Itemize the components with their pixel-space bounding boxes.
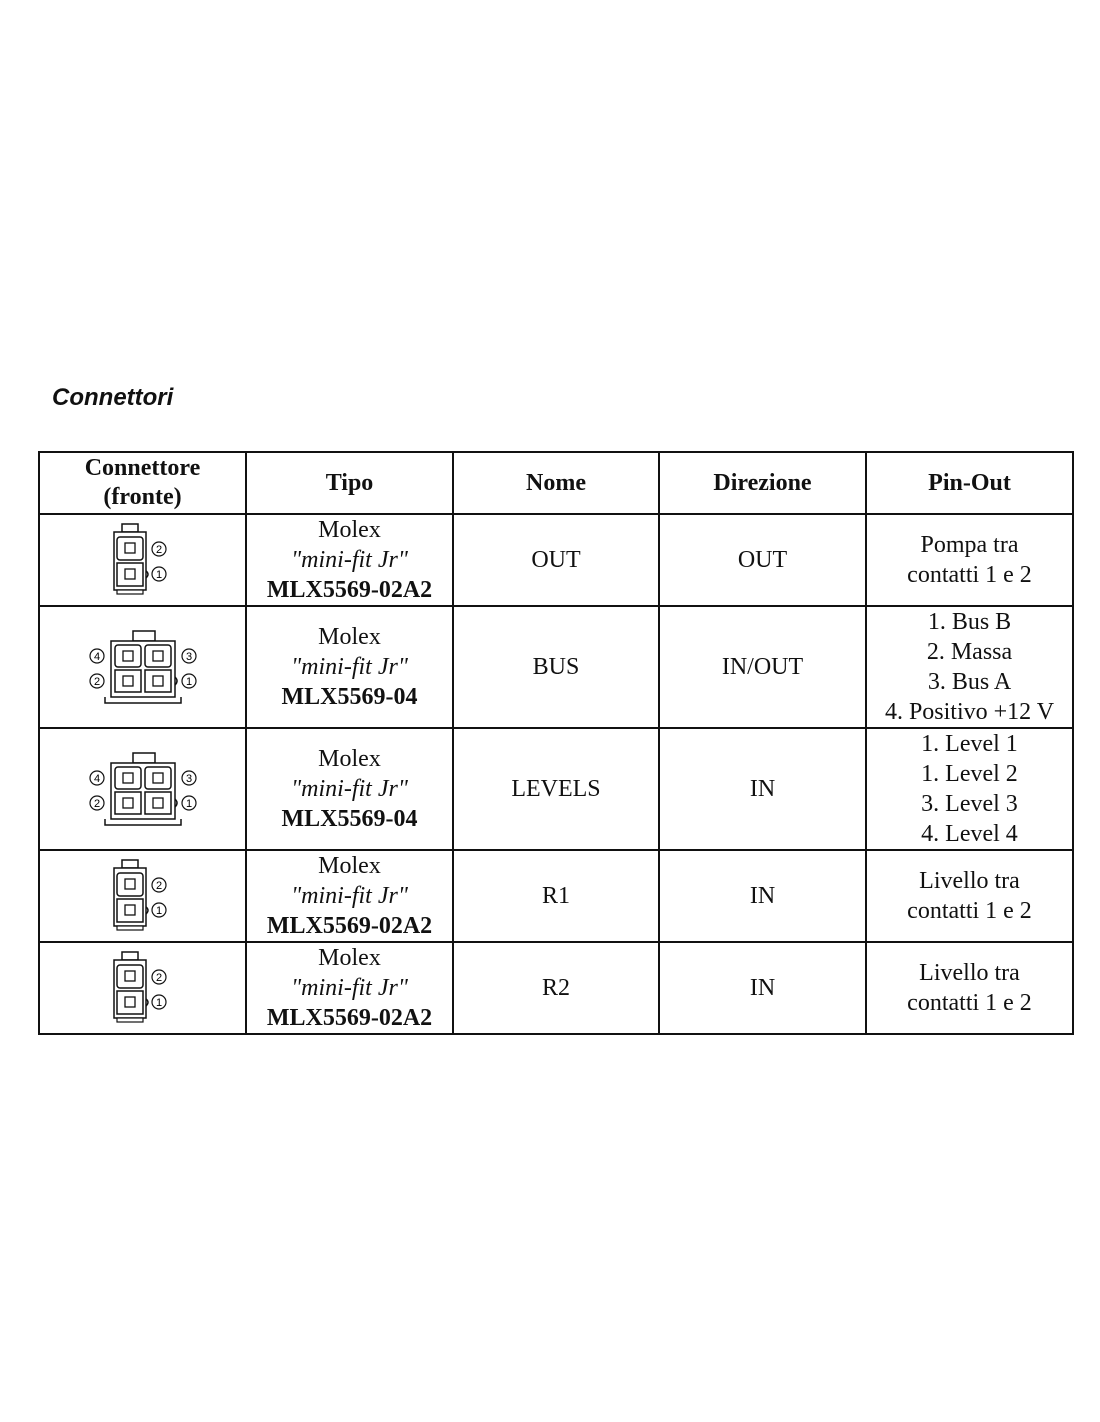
pinout-line: Livello tra — [919, 960, 1020, 986]
tipo-series: "mini-fit Jr" — [291, 654, 408, 680]
header-row — [39, 452, 1073, 514]
table-row — [39, 514, 1073, 606]
pinout-line: 1. Level 1 — [921, 731, 1018, 757]
pinout-line: contatti 1 e 2 — [907, 898, 1032, 924]
pin-label-1: 1 — [155, 569, 162, 581]
direzione-cell: IN/OUT — [659, 606, 866, 728]
pinout-line: 4. Positivo +12 V — [884, 699, 1055, 725]
direzione-cell: OUT — [659, 514, 866, 606]
pin-label-2: 2 — [155, 972, 162, 984]
direzione-cell: IN — [659, 728, 866, 850]
header-nome: Nome — [453, 452, 659, 514]
pinout-line: 2. Massa — [926, 639, 1013, 665]
pinout-cell — [866, 850, 1073, 942]
header-connector-line2: (fronte) — [103, 484, 182, 510]
tipo-model: MLX5569-04 — [281, 806, 418, 832]
nome-cell: BUS — [453, 606, 659, 728]
tipo-cell — [246, 850, 453, 942]
direzione-cell: IN — [659, 850, 866, 942]
section-title: Connettori — [52, 384, 174, 411]
pinout-line: 3. Level 3 — [921, 791, 1018, 817]
header-tipo: Tipo — [246, 452, 453, 514]
pinout-line: 1. Level 2 — [921, 761, 1018, 787]
pinout-cell — [866, 942, 1073, 1034]
tipo-cell — [246, 514, 453, 606]
pin-label-4: 4 — [93, 773, 100, 785]
pinout-cell — [866, 728, 1073, 850]
2-pin-connector-icon — [103, 521, 183, 599]
header-connector-line1: Connettore — [84, 455, 201, 481]
2-pin-connector-icon — [103, 857, 183, 935]
tipo-brand: Molex — [318, 746, 381, 772]
nome-cell: R1 — [453, 850, 659, 942]
pinout-line: 3. Bus A — [927, 669, 1012, 695]
pin-label-3: 3 — [185, 651, 192, 663]
pin-label-1: 1 — [155, 905, 162, 917]
pin-label-2: 2 — [93, 676, 100, 688]
connector-cell — [39, 728, 246, 850]
2-pin-connector-icon — [103, 949, 183, 1027]
tipo-cell — [246, 942, 453, 1034]
tipo-model: MLX5569-02A2 — [266, 577, 433, 603]
tipo-cell — [246, 606, 453, 728]
connector-cell — [39, 514, 246, 606]
tipo-model: MLX5569-02A2 — [266, 1005, 433, 1031]
pin-label-2: 2 — [155, 544, 162, 556]
connector-cell — [39, 942, 246, 1034]
tipo-brand: Molex — [318, 624, 381, 650]
table-row — [39, 850, 1073, 942]
nome-cell: LEVELS — [453, 728, 659, 850]
nome-cell: OUT — [453, 514, 659, 606]
pin-label-3: 3 — [185, 773, 192, 785]
direzione-cell: IN — [659, 942, 866, 1034]
pin-label-2: 2 — [155, 880, 162, 892]
table-row — [39, 942, 1073, 1034]
header-pinout: Pin-Out — [866, 452, 1073, 514]
connector-cell — [39, 606, 246, 728]
table-row — [39, 606, 1073, 728]
table-row — [39, 728, 1073, 850]
pin-label-1: 1 — [185, 676, 192, 688]
tipo-series: "mini-fit Jr" — [291, 975, 408, 1001]
nome-cell: R2 — [453, 942, 659, 1034]
pinout-cell — [866, 606, 1073, 728]
tipo-model: MLX5569-02A2 — [266, 913, 433, 939]
tipo-series: "mini-fit Jr" — [291, 547, 408, 573]
pin-label-2: 2 — [93, 798, 100, 810]
connector-cell — [39, 850, 246, 942]
connectors-table — [38, 451, 1074, 1035]
tipo-brand: Molex — [318, 945, 381, 971]
pinout-line: Pompa tra — [920, 532, 1019, 558]
pin-label-4: 4 — [93, 651, 100, 663]
4-pin-connector-icon — [83, 625, 203, 709]
pinout-cell — [866, 514, 1073, 606]
header-connector — [39, 452, 246, 514]
pinout-line: 4. Level 4 — [921, 821, 1018, 847]
tipo-brand: Molex — [318, 517, 381, 543]
header-direzione: Direzione — [659, 452, 866, 514]
tipo-cell — [246, 728, 453, 850]
tipo-model: MLX5569-04 — [281, 684, 418, 710]
tipo-series: "mini-fit Jr" — [291, 776, 408, 802]
pinout-line: 1. Bus B — [927, 609, 1012, 635]
tipo-series: "mini-fit Jr" — [291, 883, 408, 909]
tipo-brand: Molex — [318, 853, 381, 879]
pin-label-1: 1 — [155, 997, 162, 1009]
4-pin-connector-icon — [83, 747, 203, 831]
pinout-line: contatti 1 e 2 — [907, 990, 1032, 1016]
pinout-line: contatti 1 e 2 — [907, 562, 1032, 588]
pinout-line: Livello tra — [919, 868, 1020, 894]
pin-label-1: 1 — [185, 798, 192, 810]
